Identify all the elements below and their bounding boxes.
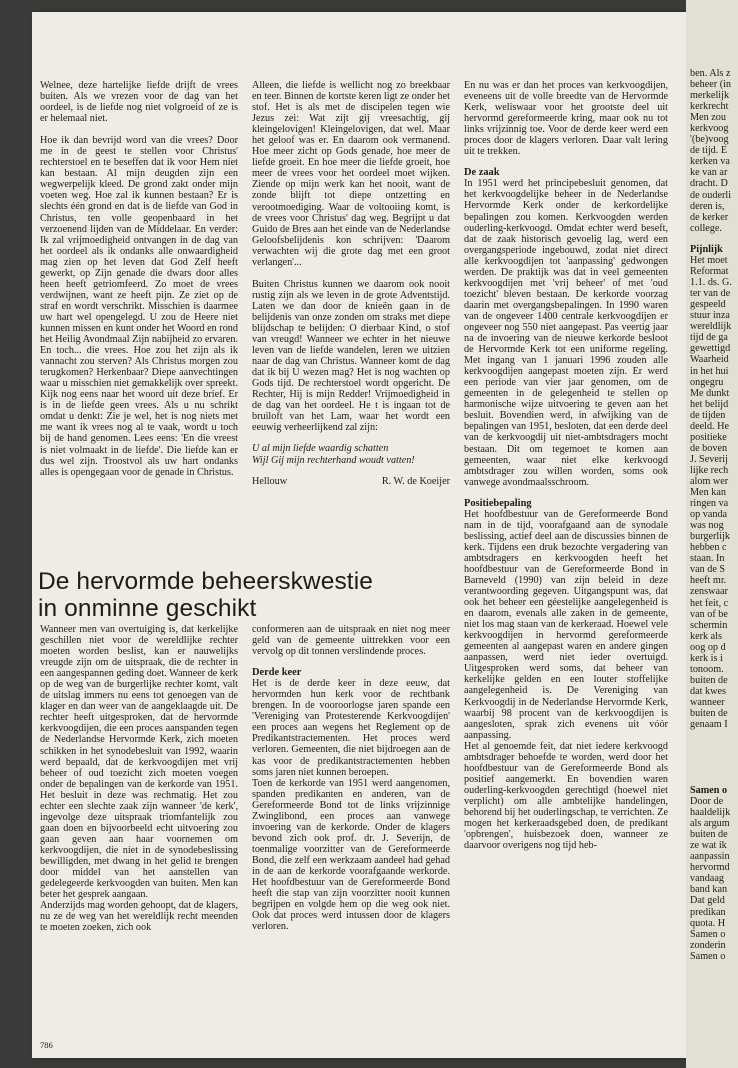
edge-line: Dat geld (690, 895, 725, 907)
edge-line: genaam I (690, 719, 728, 731)
edge-heading-samen: Samen o (690, 785, 728, 796)
edge-line: Waarheid (690, 354, 729, 366)
edge-line: vandaag (690, 873, 724, 885)
article2-column-2 (252, 624, 450, 932)
paragraph: Wanneer men van overtuiging is, dat kerkelijke geschillen niet voor de wereldlijke rechter moeten worden beslist, kan er nauwelijks vreugde zijn om de uitspraak, die de rechter in een aangespannen geding doet. Wanneer de kerk op de weg van de burgerlijke rechter komt, valt de uitslag immers nu eens tot genoegen van de klager en dan weer van de aangeklaagde uit. De rechter heeft uitgesproken, dat de hervormde kerkvoogdijen, die een proces aanspanden tegen de Nederlandse Hervormde Kerk, zich moeten schikken in het synodebesluit van 1992, waarin werd bepaald, dat de kerkvoogdijen met vrij beheer of oud toezicht zich moeten voegen onder de bepalingen van de kerkorde van 1951. Het besluit in deze was rechmatig. Het zou echter een slechte zaak zijn wanneer 'de kerk', ingevolge deze uitspraak triomfantelijk zou gaan doen en bijvoorbeeld echt uitvoering zou gaan geven aan haar voornemen om kerkvoogdijen, die niet in de synodebeslissing bewilligden, met dwang in het gelid te brengen door middel van het aanstellen van gedelegeerde kerkvoogden van buiten. Men kan beter het gesprek aangaan. (40, 624, 238, 901)
edge-line: de tijden (690, 409, 726, 421)
edge-line: in het hui (690, 365, 729, 377)
edge-line: de tijd. E (690, 145, 728, 157)
edge-line: gespeeld (690, 299, 726, 311)
edge-line: Reformat (690, 266, 729, 278)
edge-line: van de S (690, 564, 726, 576)
edge-lines-middle (690, 255, 732, 730)
edge-line: Het moet (690, 255, 728, 267)
edge-line: Samen o (690, 950, 726, 962)
edge-line: aanpassin (690, 851, 730, 863)
edge-line: hervormd (690, 862, 730, 874)
edge-line: '(be)voog (690, 134, 729, 146)
paragraph: Het is de derde keer in deze eeuw, dat hervormden hun kerk voor de rechtbank brengen. In de vooroorlogse jaren spande een 'Vereniging van Protesterende Kerkvoogdijen' een proces aan wegens het Reglement op de Predikantstractementen. Het proces werd verloren. Gemeenten, die niet bijdroegen aan de kas voor de predikantstractementen hebben soms jaren niet kunnen beroepen. (252, 678, 450, 778)
poem-line: U al mijn liefde waardig schatten (252, 443, 389, 455)
article1-column-2 (252, 80, 450, 487)
edge-line: dat kwes (690, 685, 726, 697)
edge-line: college. (690, 222, 722, 234)
paragraph: Het hoofdbestuur van de Gereformeerde Bond nam in de tijd, voorafgaand aan de synodale beslissing, actief deel aan de discussies binnen de kerk. Tijdens een druk bezochte vergadering van ambtsdragers en kerkvoogden heeft het hoofdbestuur van de Gereformeerde Bond in Barneveld (1990) van zijn beleid in deze verantwoording gegeven. Uitgangspunt was, dat ook het beheer een géestelijke aangelegenheid is en daarom, evenals alle zaken in de gemeente, niet los mag staan van de kerkeraad. Hoewel vele kerkvoogdijen in hervormd gereformeerde gemeenten al aangepast waren en andere gingen aanpassen, werd niet ieder overtuigd. Uitgesproken werd soms, dat beheer van kerkelijke gelden en een louter stoffelijke aangelegenheid is. De Vereniging van Kerkvoogdij in de Nederlandse Hervormde Kerk, waarbij 98 procent van de kerkvoogdijen is aangesloten, sprak zich evenens uit vóór aanpassing. (464, 508, 668, 741)
edge-line: op vanda (690, 509, 728, 521)
edge-line: burgerlijk (690, 531, 730, 543)
edge-line: heeft mr. (690, 575, 727, 587)
edge-line: was nog (690, 520, 724, 532)
edge-line: staan. In (690, 553, 725, 565)
edge-line: haaldelijk (690, 807, 731, 819)
paragraph: conformeren aan de uitspraak en niet nog meer geld van de gemeente uittrekken voor een vervolg op dit tonnen verslindende proces. (252, 624, 450, 658)
headline-line: in onminne geschikt (38, 595, 257, 622)
edge-line: de ouderli (690, 189, 732, 201)
signature-place: Hellouw (252, 475, 288, 487)
paragraph: Hoe ik dan bevrijd word van die vrees? Door me in de geest te stellen voor Christus' rechterstoel en te beseffen dat ik voor Hem niet kan bestaan. Al mijn deugden zijn een wegwerpelijk kleed. De grond zakt onder mijn voeten weg. Hoe zal ik kunnen bestaan? Er is slechts één grond en dat is de liefde van God in Christus, ten volle geopenbaard in het verzoenend lijden van de Middelaar. En verder: Ik zal vrijmoedigheid ontvangen in de dag van het oordeel als ik ondanks alle onwaardigheid mag zien op het leven dat God Zelf heeft gewerkt, op Zijn genade die dwars door alles heen heeft getriomfeerd. Zo moet de vrees verdwijnen, want ze heeft pijn. Ze ziet op de straf en wordt verschrikt. Misschien is daarmee uw hart wel opengelegd. U zou de Heere niet kunnen missen en kunt onder het Woord en rond het Heilig Avondmaal Zijn nabijheid zo ervaren. En toch... die vrees. Hoe zou het zijn als ik vannacht zou sterven? Als Christus morgen zou terugkomen? Herkenbaar? Diepe aanvechtingen waar u misschien niet gemakkelijk over spreekt. Kijk nog eens naar het woord uit deze brief. Er is in de liefde geen vrees. Als u nu schrikt omdat u denkt: Zie je wel, het is nog niets met me want ik vrees nog al te vaak, wordt u toch bij de hand genomen. Lees eens: 'En die vreest is niet volmaakt in de liefde'. Die liefde kan er dus wel zijn. Troostvol als uw hart ondanks alles is opengegaan voor de genade in Christus. (40, 135, 238, 478)
edge-line: stuur inza (690, 310, 730, 322)
edge-text-middle (690, 244, 732, 730)
section-heading-positiebepaling: Positiebepaling (464, 497, 532, 509)
edge-text-bottom (690, 785, 730, 962)
edge-line: deren is, (690, 200, 725, 212)
edge-line: dracht. D (690, 178, 728, 190)
edge-line: Samen o (690, 928, 726, 940)
edge-line: buiten de (690, 674, 728, 686)
edge-line: kerk is i (690, 652, 723, 664)
paragraph: Het al genoemde feit, dat niet iedere kerkvoogd ambtsdrager behoefde te worden, werd door het hoofdbestuur van de Gereformeerde Bond als positief aangemerkt. En bovendien waren ouderling-kerkvoogden gerechtigd (hoewel niet verplicht) om alle ambtelijke handelingen, behorend bij het ouderlingschap, te verrichten. Ze mogen het kerkeraadsgebed doen, de predikant 'opbrengen', huisbezoek doen, wanneer ze daarvoor overigens nog tijd heb- (464, 740, 668, 852)
edge-line: kerkrecht (690, 101, 729, 113)
edge-line: Me dunkt (690, 387, 730, 399)
paragraph: Buiten Christus kunnen we daarom ook nooit rustig zijn als we leven in de grote Adventstijd. Laten we dan door de knieën gaan in de belijdenis van onze zonden om straks met diepe blijdschap te belijden: O dierbaar Kind, o stof van vreugd! Wanneer we echter in het nieuwe leven van de liefde wandelen, leren we uitzien naar de dag van Christus. Wanneer komt de dag dat ik bij U wezen mag? Het is nog wachten op Gods tijd. De rechterstoel wordt opgericht. De Rechter, Hij is mijn Redder! Vrijmoedigheid in de dag van het oordeel. He t is ingaan tot de bruiloft van het Lam, waar het wordt een eeuwig verheerlijkend zal zijn: (252, 278, 450, 434)
signature (252, 476, 450, 487)
edge-line: beheer (in (690, 79, 732, 91)
paragraph: Alleen, die liefde is wellicht nog zo breekbaar en teer. Binnen de kortste keren ligt ze onder het stof. Het is als met de discipelen tegen wie Jezus zei: Wat zijt gij vreesachtig, gij kleingelovigen! Kleingelovigen, dat wel. Maar het geloof was er. En daarom ook vermanend. Hoe meer zicht op Gods genade, hoe meer de liefde groeit. En hoe meer die liefde groeit, hoe meer de vrees voor het oordeel moet wijken. Ziende op mijn werk kan het nooit, want de zonde blijft tot diepe ontzetting en verootmoediging. Waar de voltooiing komt, is de vrees voor Christus' dag weg. Begrijpt u dat Guido de Bres aan het einde van de Nederlandse Geloofsbelijdenis kon schrijven: 'Daarom verwachten wij die grote dag met een groot verlangen'... (252, 80, 451, 268)
edge-line: ringen va (690, 498, 729, 510)
edge-text-top (690, 68, 731, 234)
edge-line: 1.1. ds. G. (690, 277, 732, 289)
section-heading-derde-keer: Derde keer (252, 667, 302, 679)
edge-line: ongegru (690, 376, 724, 388)
paragraph: En nu was er dan het proces van kerkvoogdijen, eveneens uit de volle breedte van de Hervormde Kerk, weliswaar voor het grootste deel uit hervormd gereformeerde kring, maar ook nu tot links vrijzinnig toe. Voor de derde keer werd een proces door de klagers verloren. Daar valt lering uit te trekken. (464, 80, 668, 158)
edge-line: ter van de (690, 288, 731, 300)
edge-line: oog op d (690, 641, 726, 653)
paragraph: In 1951 werd het principebesluit genomen, dat het kerkvoogdelijke beheer in de Nederlandse Hervormde Kerk onder de kerkordelijke bepalingen zou komen. Kerkvoogden werden ouderling-kerkvoogd. Omdat echter werd beseft, dat de zaak historisch gevoelig lag, werd een overgangsperiode ingebouwd, zodat niet direct alle kerkvoogdijen tot 'aanpassing' gedwongen werden. De praktijk was dat in veel gemeenten kerkvoogdijen met 'vrij beheer' of met 'oud toezicht' bleven bestaan. De kerkorde voorzag daarin met overgangsbepalingen. In 1990 waren van de ongeveer 1400 centrale kerkvoogdijen er ongeveer nog 550 niet aangepast. Pas veertig jaar na de invoering van de nieuwe kerkorde besloot de Hervormde Kerk tot een uniforme regeling. Met ingang van 1 januari 1996 zouden alle kerkvoogdijen aangepast moeten zijn. Er werd een periode van vier jaar genomen, om de gemeenten in de gelegenheid te stellen op harmonische wijze uitvoering te geven aan het besluit. Bovendien werd, in afwijking van de bepalingen van 1951, besloten, dat een derde deel van de kerkvoogdij uit niet-ambtsdragers mocht bestaan. Dit om tegemoet te komen aan gemeenten, waar niet elke kerkvoogd ambtsdrager zou willen worden, soms ook vanwege avondmaalsschroom. (464, 178, 668, 488)
edge-line: Men zou (690, 112, 726, 124)
edge-line: de boven (690, 442, 728, 454)
edge-line: als argum (690, 818, 730, 830)
edge-line: quota. H (690, 917, 726, 929)
edge-line: ze wat ik (690, 840, 727, 852)
edge-line: wanneer (690, 696, 725, 708)
magazine-page (32, 12, 688, 1058)
edge-line: alom wer (690, 475, 729, 487)
edge-line: zonderin (690, 939, 726, 951)
edge-line: van of be (690, 608, 728, 620)
edge-line: lijke rech (690, 464, 729, 476)
edge-line: buiten de (690, 829, 728, 841)
edge-line: deeld. He (690, 420, 730, 432)
edge-line: zenswaar (690, 586, 728, 598)
section-heading-de-zaak: De zaak (464, 167, 500, 179)
poem-quote (252, 443, 450, 465)
edge-line: het belijd (690, 398, 729, 410)
article1-column-1 (40, 80, 238, 478)
edge-heading-pijnlijk: Pijnlijk (690, 244, 723, 255)
paragraph: Anderzijds mag worden gehoopt, dat de klagers, nu ze de weg van het wereldlijk recht meenden te moeten zoeken, zich ook (40, 900, 238, 934)
edge-line: hebben c (690, 542, 727, 554)
edge-line: het feit, c (690, 597, 729, 609)
edge-line: Door de (690, 796, 724, 808)
edge-line: tonoom. (690, 663, 724, 675)
page-number: 786 (40, 1040, 53, 1050)
edge-line: tijd de ga (690, 332, 728, 344)
edge-line: positieke (690, 431, 727, 443)
signature-author: R. W. de Koeijer (381, 475, 450, 487)
article2-column-3 (464, 80, 668, 851)
edge-line: wereldlijk (690, 321, 732, 333)
poem-line: Wijl Gij mijn rechterhand woudt vatten! (252, 454, 415, 466)
adjacent-page-edge (686, 0, 738, 1068)
edge-line: kerkvoog (690, 123, 729, 135)
paragraph: Toen de kerkorde van 1951 werd aangenomen, spanden predikanten en anderen, van de Gereformeerde Bond tot de links vrijzinnige Zwinglibond, een proces aan vanwege invoering van de kerkorde. Onder de klagers bevond zich ook prof. dr. J. Severijn, de toenmalige voorzitter van de Gereformeerde Bond, die zelf een werkzaam aandeel had gehad in de aan de kerkorde voorafgaande werkorde. Het hoofdbestuur van de Gereformeerde Bond heeft die stap van zijn voorzitter nooit kunnen begrijpen en volgde hem op die weg ook niet. Ook dat proces werd intussen door de klagers verloren. (252, 777, 450, 933)
edge-line: schermin (690, 619, 728, 631)
edge-line: J. Severij (690, 453, 728, 465)
article2-column-1 (40, 624, 238, 933)
edge-line: de kerker (690, 211, 729, 223)
edge-lines-bottom (690, 796, 730, 962)
edge-line: predikan (690, 906, 726, 918)
edge-line: buiten de (690, 707, 728, 719)
edge-line: ke van ar (690, 167, 728, 179)
edge-line: Men kan (690, 487, 726, 499)
edge-line: ben. Als z (690, 68, 731, 79)
edge-line: kerk als (690, 630, 722, 642)
edge-line: merkelijk (690, 90, 730, 102)
article-headline (38, 568, 448, 622)
edge-line: gewettigd (690, 343, 731, 355)
paragraph: Welnee, deze hartelijke liefde drijft de vrees buiten. Als we vrezen voor de dag van het oordeel, is de liefde nog niet volgroeid of ze is er helemaal niet. (40, 80, 238, 125)
edge-line: band kan (690, 884, 728, 896)
edge-line: kerken va (690, 156, 730, 168)
headline-line: De hervormde beheerskwestie (38, 568, 373, 595)
